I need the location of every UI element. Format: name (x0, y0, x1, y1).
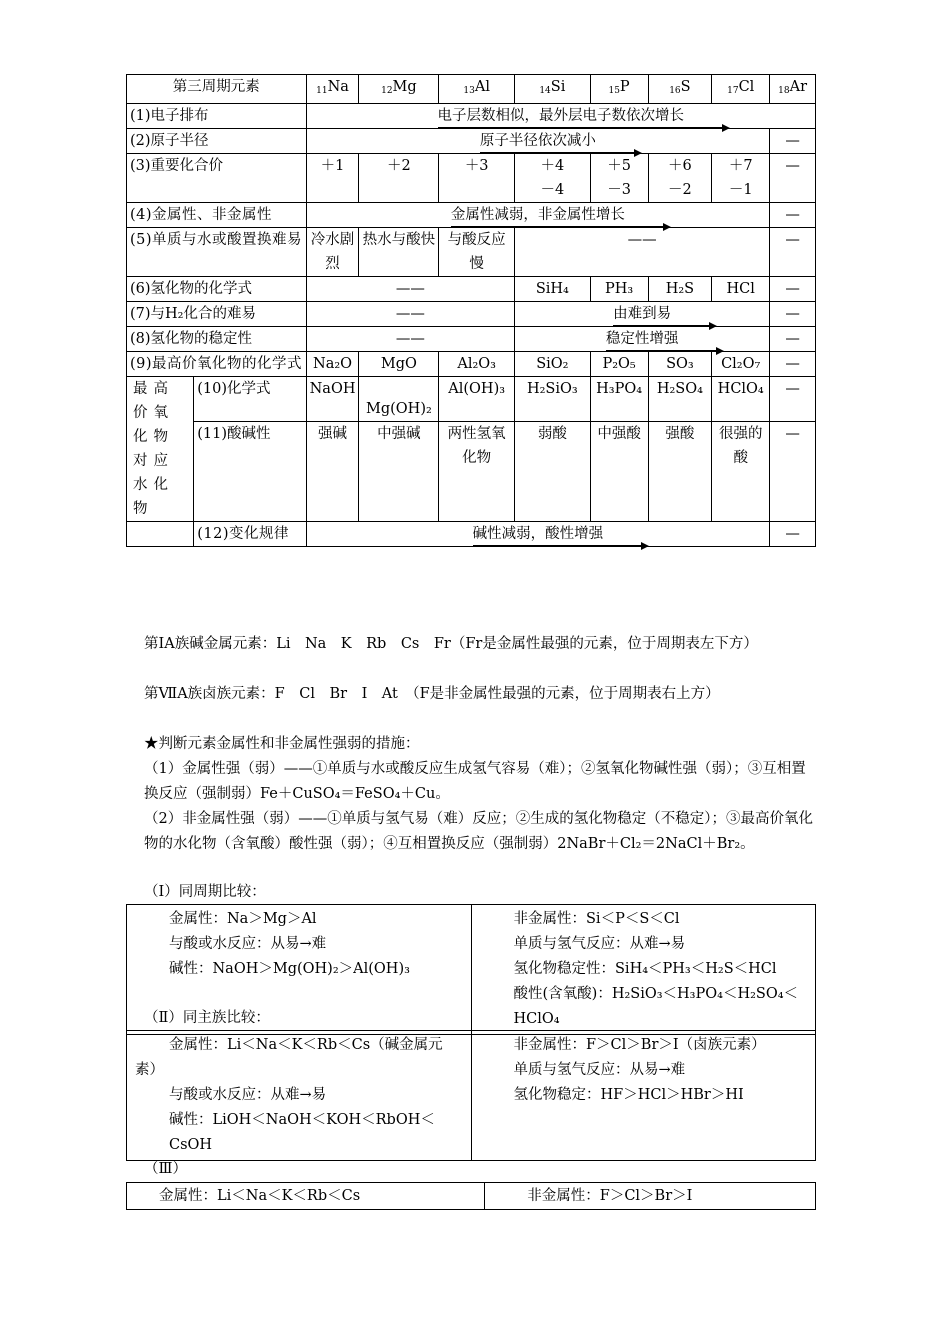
acidbase-cell: 强酸 (648, 422, 712, 522)
row-label: (1)电子排布 (127, 104, 307, 129)
hydroxide-cell: H₃PO₄ (590, 377, 648, 422)
react-cell: 热水与酸快 (359, 228, 439, 277)
react-cell: 与酸反应慢 (439, 228, 515, 277)
element-s: $_{16}$S (648, 75, 712, 104)
row-label: (3)重要化合价 (127, 154, 307, 203)
hydroxide-cell: HClO₄ (712, 377, 770, 422)
acidbase-cell: 很强的酸 (712, 422, 770, 522)
ar-cell: — (770, 228, 816, 277)
row-h2-combine (127, 302, 816, 327)
oxide-cell: P₂O₅ (590, 352, 648, 377)
section-three: （Ⅲ） (144, 1161, 187, 1177)
valence-cell: ＋6 －2 (648, 154, 712, 203)
row-trend-rule (127, 522, 816, 547)
trend-arrow: 由难到易 (613, 302, 671, 326)
hydride-cell: SiH₄ (515, 277, 591, 302)
same-period-metal: 金属性：Na＞Mg＞Al 与酸或水反应：从易→难 碱性：NaOH＞Mg(OH)₂＞Al(OH)₃ (127, 905, 472, 1035)
paragraph-alkali: 第ⅠA族碱金属元素：Li Na K Rb Cs Fr（Fr是金属性最强的元素，位于周期表左下方） (144, 636, 758, 652)
ar-cell: — (770, 522, 816, 547)
row-hydroxide-formula (127, 377, 816, 422)
oxide-cell: MgO (359, 352, 439, 377)
trend-cell (306, 522, 770, 547)
acidbase-cell: 中强碱 (359, 422, 439, 522)
valence-cell: ＋7 －1 (712, 154, 770, 203)
ar-cell: — (770, 129, 816, 154)
row-label: (2)原子半径 (127, 129, 307, 154)
valence-cell: ＋4 －4 (515, 154, 591, 203)
row-oxide (127, 352, 816, 377)
valence-cell: ＋5 －3 (590, 154, 648, 203)
hydride-cell: HCl (712, 277, 770, 302)
row-label: (5)单质与水或酸置换难易 (127, 228, 307, 277)
summary-nonmetal: 非金属性：F＞Cl＞Br＞I (485, 1183, 816, 1210)
paragraph-halogen: 第ⅦA族卤族元素：F Cl Br I At （F是非金属性最强的元素，位于周期表右上方） (144, 686, 720, 702)
row-label: (8)氢化物的稳定性 (127, 327, 307, 352)
trend-arrow: 金属性减弱，非金属性增长 (451, 203, 625, 227)
ar-cell: — (770, 154, 816, 203)
ar-cell: — (770, 377, 816, 422)
hydroxide-cell: H₂SO₄ (648, 377, 712, 422)
valence-cell: ＋1 (306, 154, 359, 203)
hydroxide-cell: NaOH (306, 377, 359, 422)
element-al: $_{13}$Al (439, 75, 515, 104)
same-group-box (126, 1030, 816, 1161)
paragraph-metallic: （1）金属性强（弱）——①单质与水或酸反应生成氢气容易（难）；②氢氧化物碱性强（弱）；③互相置换反应（强制弱）Fe＋CuSO₄＝FeSO₄＋Cu。 (144, 761, 806, 802)
dash-cell: —— (306, 302, 514, 327)
oxide-cell: Na₂O (306, 352, 359, 377)
oxide-cell: SiO₂ (515, 352, 591, 377)
acidbase-cell: 强碱 (306, 422, 359, 522)
row-metallic (127, 203, 816, 228)
hydroxide-cell: Al(OH)₃ (439, 377, 515, 422)
row-label: (12)变化规律 (194, 522, 306, 547)
ar-cell: — (770, 277, 816, 302)
row-displacement (127, 228, 816, 277)
acidbase-cell: 中强酸 (590, 422, 648, 522)
ar-cell: — (770, 302, 816, 327)
trend-arrow: 电子层数相似，最外层电子数依次增长 (438, 104, 685, 128)
trend-arrow: 稳定性增强 (606, 327, 679, 351)
element-na: $_{11}$Na (306, 75, 359, 104)
paragraph-nonmetallic: （2）非金属性强（弱）——①单质与氢气易（难）反应；②生成的氢化物稳定（不稳定）；③最高价氧化物的水化物（含氧酸）酸性强（弱）；④互相置换反应（强制弱）2NaBr＋Cl₂＝2NaCl＋Br₂。 (144, 811, 813, 852)
same-group-nonmetal: 非金属性：F＞Cl＞Br＞I（卤族元素） 单质与氢气反应：从易→难 氢化物稳定：HF＞HCl＞HBr＞HI (471, 1031, 816, 1161)
trend-cell (515, 327, 770, 352)
row-stability (127, 327, 816, 352)
oxide-cell: Al₂O₃ (439, 352, 515, 377)
empty-cell (127, 522, 194, 547)
oxide-cell: SO₃ (648, 352, 712, 377)
trend-arrow: 碱性减弱，酸性增强 (473, 522, 604, 546)
dash-cell: —— (515, 228, 770, 277)
element-p: $_{15}$P (590, 75, 648, 104)
dash-cell: —— (306, 327, 514, 352)
same-group-metal: 金属性：Li＜Na＜K＜Rb＜Cs（碱金属元素） 与酸或水反应：从难→易 碱性：LiOH＜NaOH＜KOH＜RbOH＜CsOH (127, 1031, 472, 1161)
summary-metal: 金属性：Li＜Na＜K＜Rb＜Cs (127, 1183, 485, 1210)
trend-cell (515, 302, 770, 327)
row-valence (127, 154, 816, 203)
row-label: (6)氢化物的化学式 (127, 277, 307, 302)
row-label: (10)化学式 (194, 377, 306, 422)
row-label: (4)金属性、非金属性 (127, 203, 307, 228)
periodic-property-table (126, 74, 816, 547)
ar-cell: — (770, 422, 816, 522)
element-si: $_{14}$Si (515, 75, 591, 104)
element-mg: $_{12}$Mg (359, 75, 439, 104)
ar-cell: — (770, 203, 816, 228)
react-cell: 冷水剧烈 (306, 228, 359, 277)
hydroxide-cell: Mg(OH)₂ (359, 377, 439, 422)
trend-arrow: 原子半径依次减小 (480, 129, 596, 153)
section-same-period: （Ⅰ）同周期比较： (144, 884, 266, 900)
row-label: (7)与H₂化合的难易 (127, 302, 307, 327)
row-label: (9)最高价氧化物的化学式 (127, 352, 307, 377)
row-hydride (127, 277, 816, 302)
header-row (127, 75, 816, 104)
row-label: (11)酸碱性 (194, 422, 306, 522)
ar-cell: — (770, 327, 816, 352)
header-label: 第三周期元素 (127, 75, 307, 104)
valence-cell: ＋2 (359, 154, 439, 203)
row-electron (127, 104, 816, 129)
hydroxide-cell: H₂SiO₃ (515, 377, 591, 422)
hydride-cell: PH₃ (590, 277, 648, 302)
ar-cell: — (770, 352, 816, 377)
valence-cell: ＋3 (439, 154, 515, 203)
hydride-cell: H₂S (648, 277, 712, 302)
acidbase-cell: 两性氢氧化物 (439, 422, 515, 522)
acidbase-cell: 弱酸 (515, 422, 591, 522)
paragraph-methods-title: ★判断元素金属性和非金属性强弱的措施： (144, 736, 420, 752)
row-acid-base (127, 422, 816, 522)
oxide-cell: Cl₂O₇ (712, 352, 770, 377)
section-same-group: （Ⅱ）同主族比较： (144, 1010, 270, 1026)
element-cl: $_{17}$Cl (712, 75, 770, 104)
element-ar: $_{18}$Ar (770, 75, 816, 104)
dash-cell: —— (306, 277, 514, 302)
group-label: 最高价氧化物对应水化物 (127, 377, 194, 522)
summary-box (126, 1182, 816, 1210)
trend-cell (306, 104, 815, 129)
trend-cell (306, 203, 770, 228)
trend-cell (306, 129, 770, 154)
same-period-nonmetal: 非金属性：Si＜P＜S＜Cl 单质与氢气反应：从难→易 氢化物稳定性：SiH₄＜PH₃＜H₂S＜HCl 酸性(含氧酸)：H₂SiO₃＜H₃PO₄＜H₂SO₄＜HClO₄ (471, 905, 816, 1035)
row-radius (127, 129, 816, 154)
